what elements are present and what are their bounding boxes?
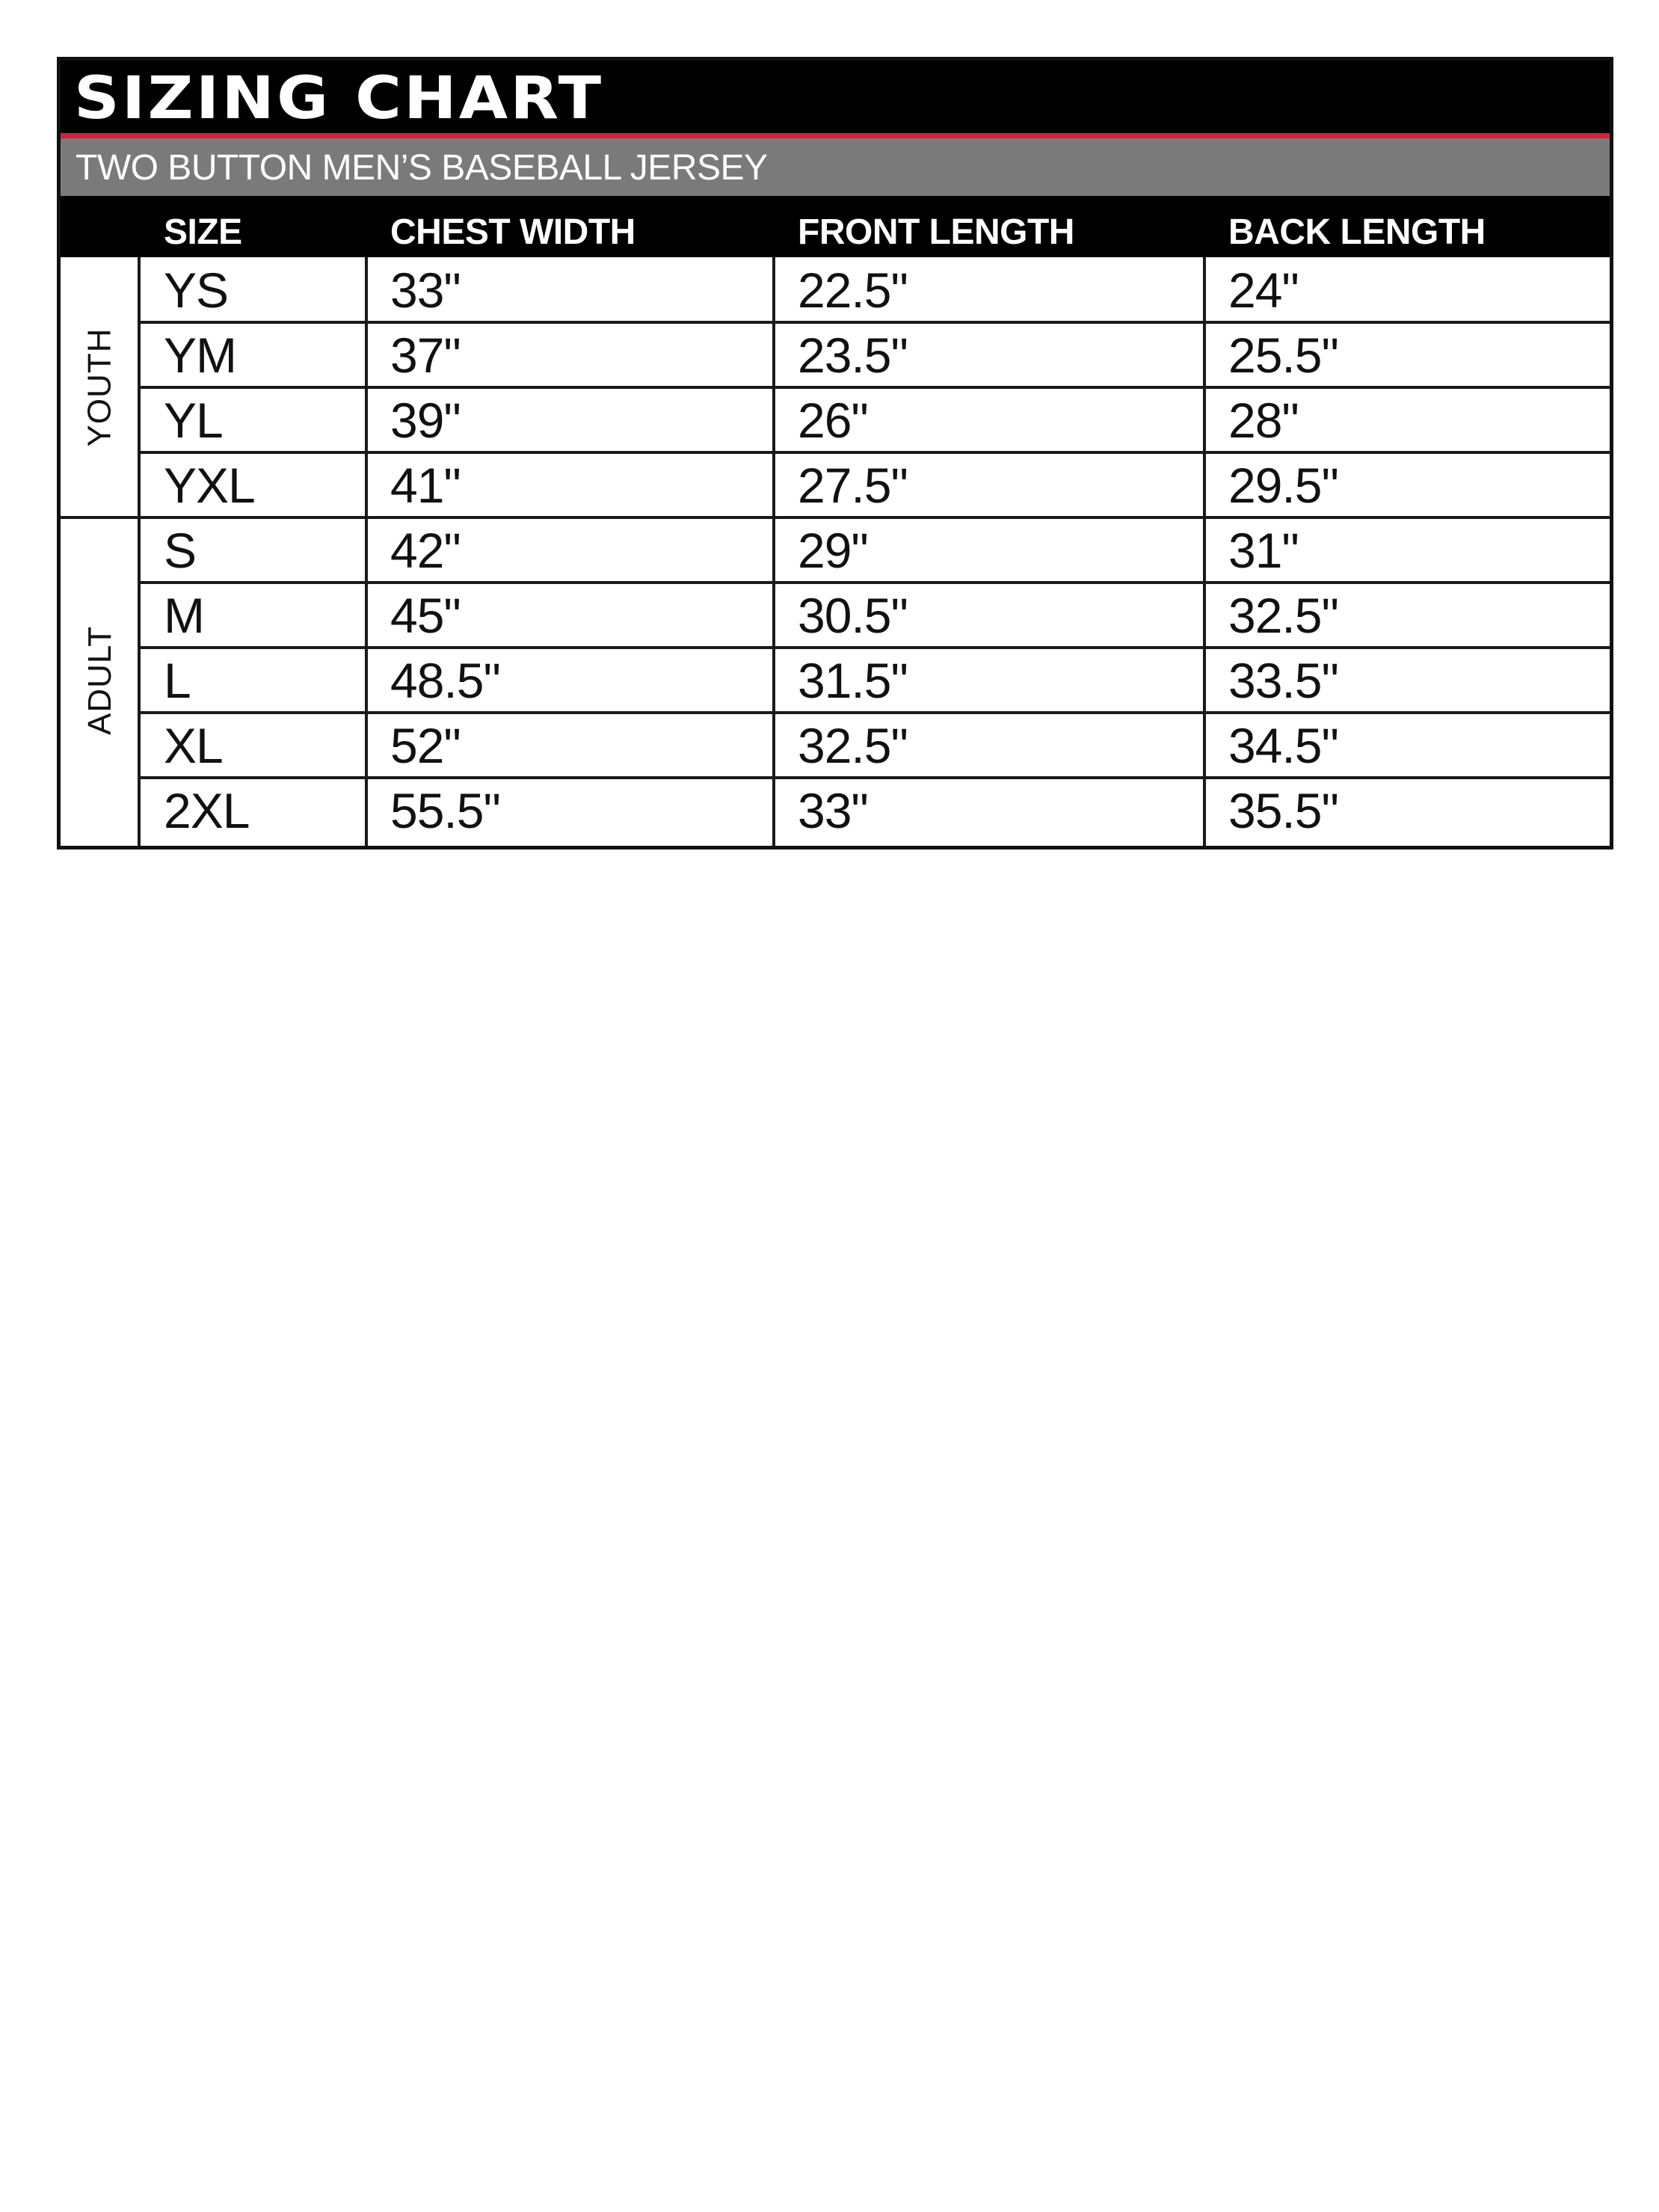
table-cell-size: 2XL [164,783,250,838]
table-header-row [61,200,1610,257]
title-bar [61,61,1610,138]
table-cell-chest: 45" [390,588,461,643]
table-cell-back: 29.5" [1228,458,1338,513]
group-label-text: ADULT [81,625,118,735]
table-cell-chest: 55.5" [390,783,500,838]
group-label-text: YOUTH [81,328,118,447]
table-body [61,257,1610,846]
column-header-front-length: FRONT LENGTH [798,212,1074,252]
table-cell-back: 35.5" [1228,783,1338,838]
group-label-adult [61,517,139,843]
column-header-size: SIZE [164,212,242,252]
column-divider [1203,257,1206,846]
table-cell-front: 31.5" [798,653,908,708]
table-cell-back: 32.5" [1228,588,1338,643]
table-cell-chest: 33" [390,262,461,318]
row-divider [139,776,1610,779]
table-cell-front: 22.5" [798,262,908,318]
table-cell-size: L [164,653,191,708]
column-divider [365,257,368,846]
table-cell-chest: 52" [390,718,461,773]
column-header-chest-width: CHEST WIDTH [390,212,635,252]
table-cell-back: 31" [1228,523,1299,578]
chart-title: SIZING CHART [74,65,604,132]
table-cell-chest: 42" [390,523,461,578]
table-cell-back: 24" [1228,262,1299,318]
table-cell-front: 30.5" [798,588,908,643]
table-cell-back: 25.5" [1228,328,1338,383]
table-cell-size: XL [164,718,223,773]
sizing-chart [57,57,1613,850]
table-cell-front: 33" [798,783,868,838]
table-cell-size: YXL [164,458,255,513]
table-cell-front: 32.5" [798,718,908,773]
subtitle-bar [61,138,1610,200]
table-cell-chest: 39" [390,393,461,448]
table-cell-size: YS [164,262,229,318]
table-cell-chest: 41" [390,458,461,513]
table-cell-front: 27.5" [798,458,908,513]
row-divider [139,386,1610,389]
table-cell-front: 26" [798,393,868,448]
table-cell-size: S [164,523,197,578]
table-cell-size: YL [164,393,223,448]
table-cell-back: 33.5" [1228,653,1338,708]
chart-subtitle: TWO BUTTON MEN’S BASEBALL JERSEY [76,148,768,188]
column-divider [772,257,775,846]
table-cell-size: YM [164,328,236,383]
table-cell-size: M [164,588,204,643]
group-label-youth [61,257,139,517]
table-cell-front: 23.5" [798,328,908,383]
table-cell-back: 28" [1228,393,1299,448]
table-cell-chest: 48.5" [390,653,500,708]
table-cell-back: 34.5" [1228,718,1338,773]
table-cell-chest: 37" [390,328,461,383]
table-cell-front: 29" [798,523,868,578]
column-header-back-length: BACK LENGTH [1228,212,1486,252]
